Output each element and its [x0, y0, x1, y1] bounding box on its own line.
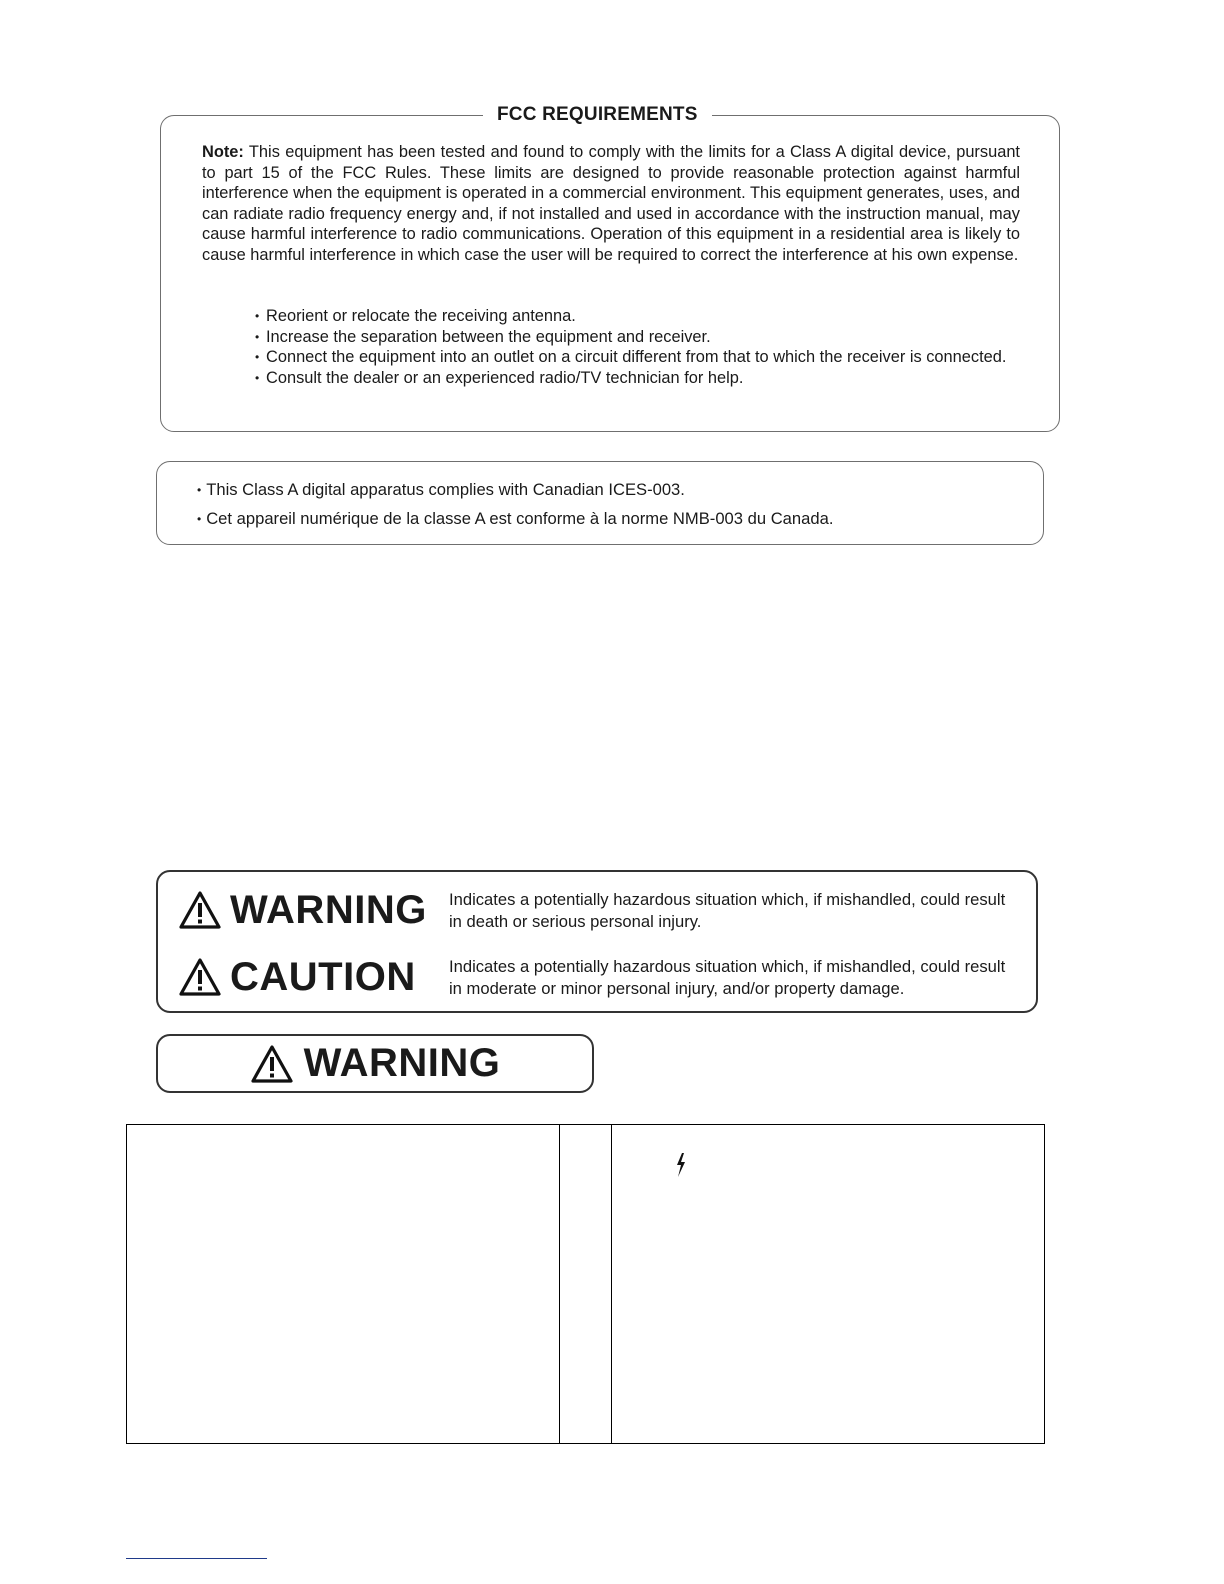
bullet: •	[197, 512, 202, 526]
warning-description: Indicates a potentially hazardous situation which, if mishandled, could result in death or serious personal injury.	[449, 890, 1006, 931]
canada-line-english	[197, 480, 685, 500]
warning-triangle-icon	[178, 957, 222, 997]
lightning-bolt-icon	[674, 1152, 688, 1178]
warning-signal-word	[178, 888, 427, 932]
fcc-note-label: Note:	[202, 143, 244, 161]
signal-word-legend	[156, 870, 1038, 1013]
caution-description: Indicates a potentially hazardous situation which, if mishandled, could result in moderate or minor personal injury, and/or property damage.	[449, 957, 1006, 998]
fcc-measures-list	[255, 306, 1021, 388]
bullet: •	[197, 483, 202, 497]
warning-banner-label: WARNING	[303, 1041, 501, 1085]
canada-line-french	[197, 509, 833, 529]
table-column-divider	[611, 1125, 612, 1443]
table-column-divider	[559, 1125, 560, 1443]
fcc-title: FCC REQUIREMENTS	[483, 104, 712, 126]
warning-table	[126, 1124, 1045, 1444]
list-item: • Consult the dealer or an experienced radio/TV technician for help.	[255, 368, 1021, 389]
list-item: • Increase the separation between the equipment and receiver.	[255, 327, 1021, 348]
canada-compliance-box	[156, 461, 1044, 545]
canada-text: This Class A digital apparatus complies with Canadian ICES-003.	[206, 480, 685, 499]
fcc-note-text: This equipment has been tested and found to comply with the limits for a Class A digital device, pursuant to part 15 of the FCC Rules. These limits are designed to provide reasonable protection against harmful interference when the equipment is operated in a commercial environment. This equipment generates, uses, and can radiate radio frequency energy and, if not installed and used in accordance with the instruction manual, may cause harmful interference to radio communications. Operation of this equipment in a residential area is likely to cause harmful interference in which case the user will be required to correct the interference at his own expense.	[202, 143, 1020, 264]
list-item: • Reorient or relocate the receiving antenna.	[255, 306, 1021, 327]
warning-label: WARNING	[230, 888, 427, 932]
canada-text: Cet appareil numérique de la classe A est conforme à la norme NMB-003 du Canada.	[206, 509, 834, 528]
caution-label: CAUTION	[230, 955, 416, 999]
fcc-note	[202, 142, 1020, 265]
warning-triangle-icon	[250, 1044, 294, 1084]
fcc-requirements-box	[160, 104, 1060, 432]
caution-signal-word	[178, 955, 416, 999]
warning-triangle-icon	[178, 890, 222, 930]
footnote-rule	[126, 1558, 267, 1559]
warning-banner	[156, 1034, 594, 1093]
list-item: • Connect the equipment into an outlet on a circuit different from that to which the receiver is connected.	[255, 347, 1021, 368]
